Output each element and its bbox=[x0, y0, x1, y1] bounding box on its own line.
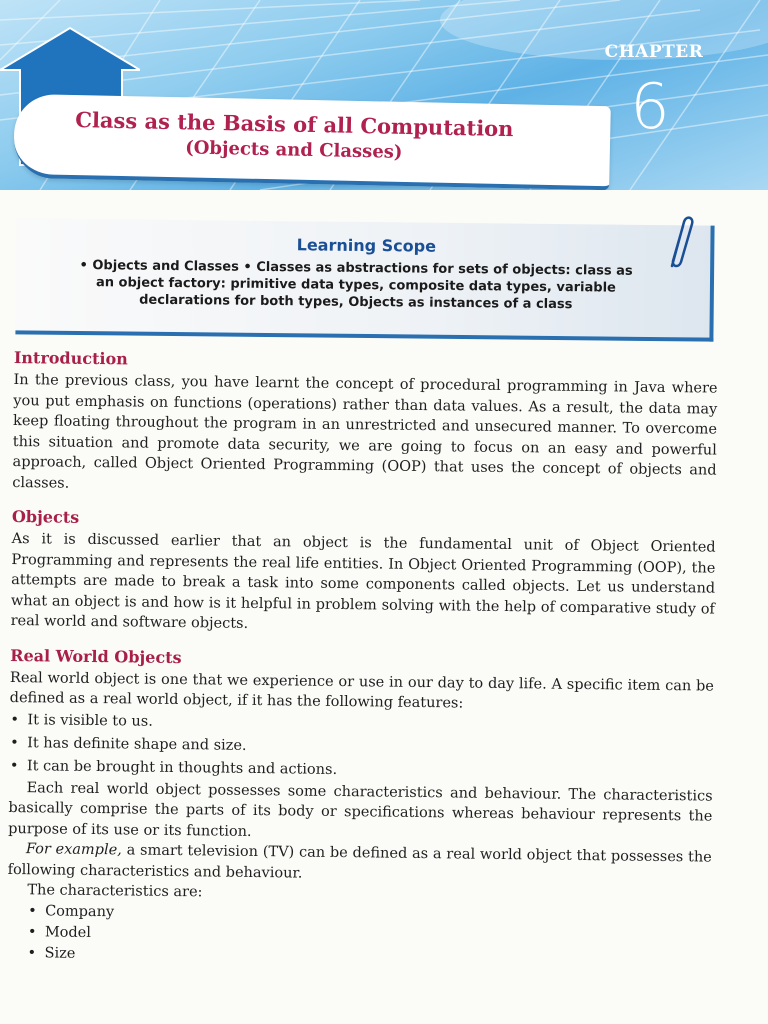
chapter-label: CHAPTER bbox=[604, 42, 704, 62]
real-world-heading: Real World Objects bbox=[10, 645, 182, 667]
page-content bbox=[6, 348, 718, 987]
learning-scope-title: Learning Scope bbox=[296, 235, 437, 256]
learning-scope-text: • Objects and Classes • Classes as abstractions for sets of objects: class as an object factory: primitive data types, composite data types, variable declarations for both types, Objects as instances of a class bbox=[79, 258, 633, 313]
objects-text: As it is discussed earlier that an object is the fundamental unit of Object Oriented Programming and represents the real life entities. In Object Oriented Programming (OOP), the attempts are made to break a task into some components called objects. Let us understand what an object is and how is it helpful in problem solving with the help of comparative study of real world and software objects. bbox=[10, 530, 716, 632]
chapter-number: 6 bbox=[630, 70, 670, 143]
learning-scope-box bbox=[15, 218, 714, 341]
example-text: a smart television (TV) can be defined as a real world object that possesses the following characteristics and behaviour. bbox=[7, 842, 712, 882]
example-lead: For example, bbox=[25, 841, 122, 859]
title-card bbox=[13, 94, 611, 190]
characteristics-intro: The characteristics are: bbox=[27, 882, 203, 901]
list-item: • It can be brought in thoughts and actions. bbox=[9, 754, 713, 786]
list-item: • Company bbox=[27, 901, 711, 930]
objects-heading: Objects bbox=[11, 506, 80, 527]
introduction-heading: Introduction bbox=[13, 348, 128, 369]
list-item: • It is visible to us. bbox=[9, 708, 713, 740]
chapter-subtitle: (Objects and Classes) bbox=[185, 137, 403, 163]
chapter-title: Class as the Basis of all Computation bbox=[75, 107, 514, 142]
list-item: • Size bbox=[26, 943, 710, 972]
characteristics-paragraph: Each real world object possesses some characteristics and behaviour. The characteristics basically comprise the parts of its body or specifications whereas behaviour represents the purpose of its use or its function. bbox=[8, 779, 713, 840]
list-item: • It has definite shape and size. bbox=[9, 731, 713, 763]
objects-section bbox=[11, 507, 716, 640]
features-list bbox=[9, 708, 714, 786]
introduction-section bbox=[12, 348, 718, 502]
real-world-section bbox=[6, 645, 714, 972]
paperclip-icon bbox=[658, 212, 698, 272]
real-world-text: Real world object is one that we experience or use in our day to day life. A specific item can be defined as a real world object, if it has the following features: bbox=[9, 669, 715, 712]
list-item: • Model bbox=[27, 922, 711, 951]
introduction-text: In the previous class, you have learnt the concept of procedural programming in Java where you put emphasis on functions (operations) rather than data values. As a result, the data may keep floating throughout the program in an unrestricted and unsecured manner. To overcome this situation and promote data security, we are going to focus on an easy and powerful approach, called Object Oriented Programming (OOP) that uses the concept of objects and classes. bbox=[12, 371, 718, 492]
chapter-banner bbox=[0, 0, 768, 190]
characteristics-list bbox=[6, 901, 711, 973]
